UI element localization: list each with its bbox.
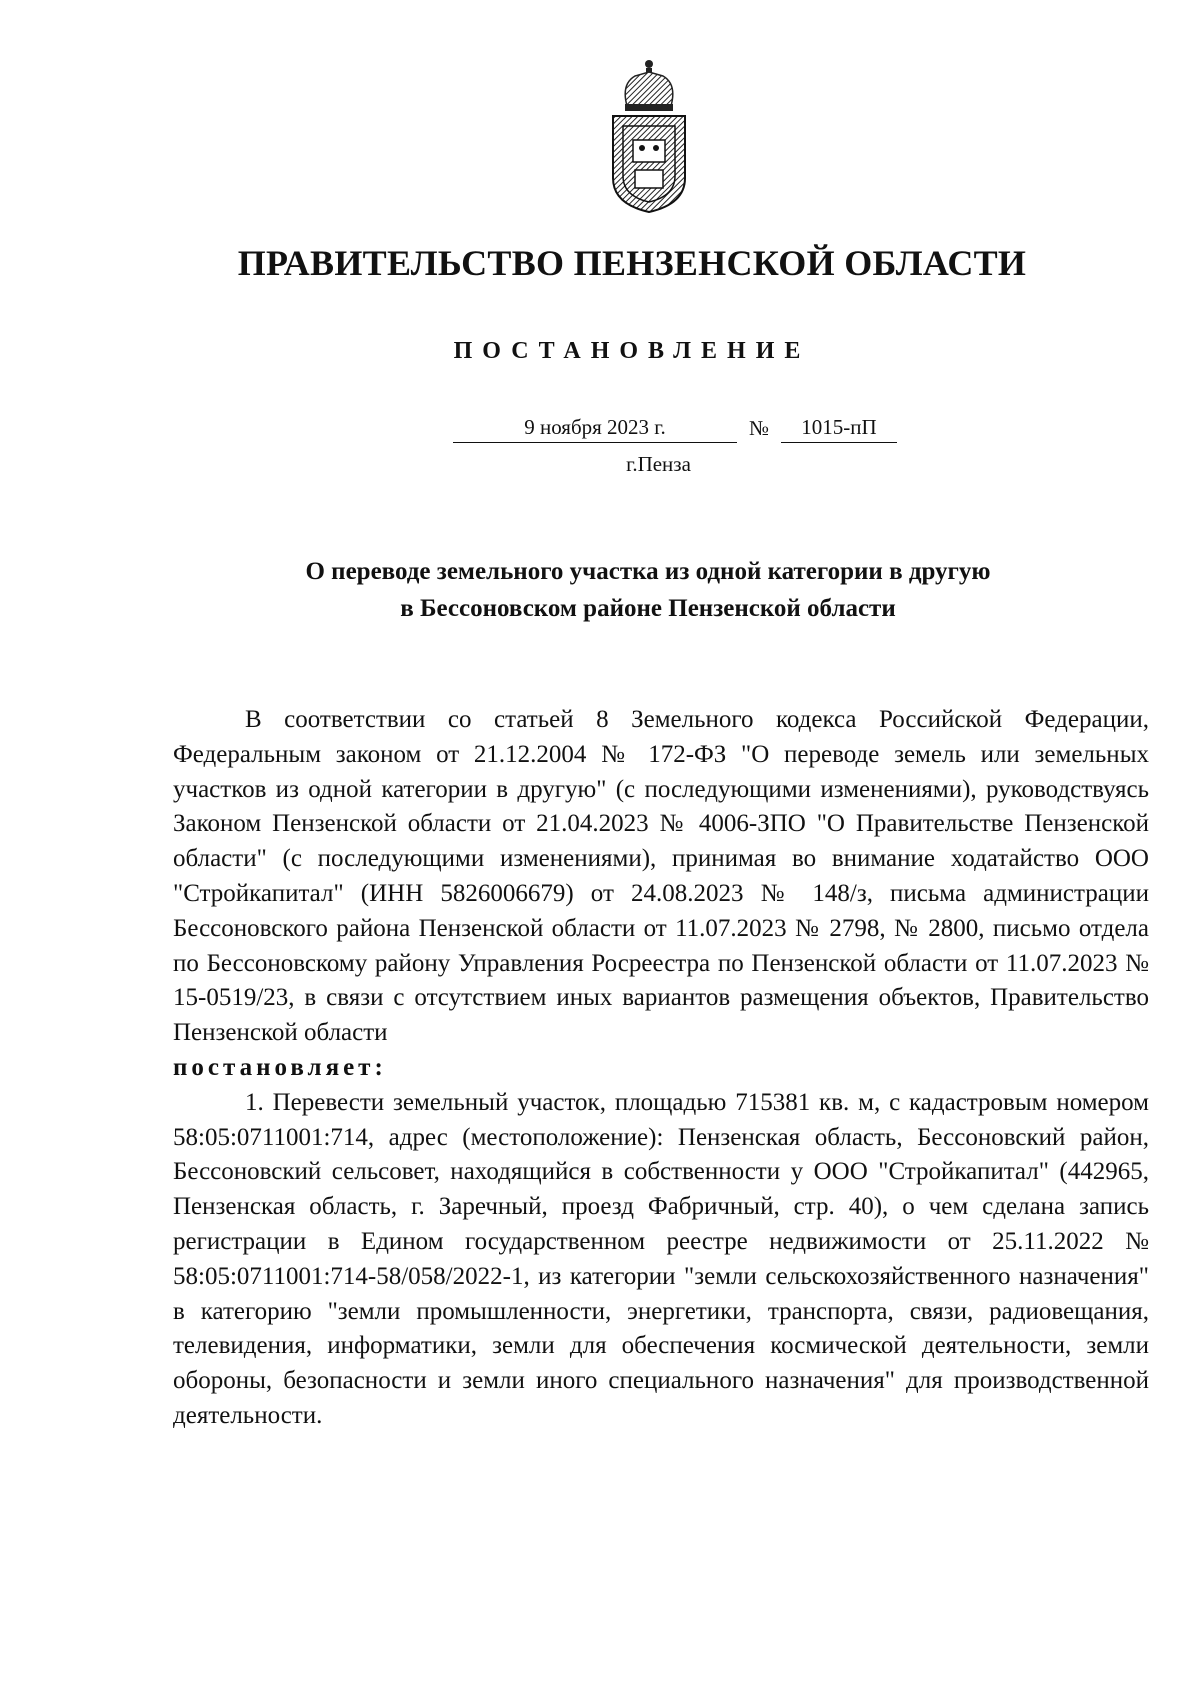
item-1-paragraph: 1. Перевести земельный участок, площадью 715381 кв. м, с кадастровым номером 58:05:0711001:714, адрес (местоположение): Пензенская область, Бессоновский район, Бессоновский сельсовет, находящийся в собственности у ООО "Стройкапитал" (442965, Пензенская область, г. Заречный, проезд Фабричный, стр. 40), о чем сделана запись регистрации в Едином государственном реестре недвижимости от 25.11.2022 № 58:05:0711001:714-58/058/2022-1, из категории "земли сельскохозяйственного назначения" в категорию "земли промышленности, энергетики, транспорта, связи, радиовещания, телевидения, информатики, земли для обеспечения космической деятельности, земли обороны, безопасности и земли иного специального назначения" для производственной деятельности. bbox=[173, 1088, 1149, 1429]
resolves-word: постановляет: bbox=[173, 1053, 387, 1081]
date-number-line bbox=[453, 413, 897, 443]
coat-of-arms-icon bbox=[605, 58, 693, 214]
decree-number: 1015-пП bbox=[781, 415, 897, 443]
number-sign: № bbox=[748, 416, 770, 440]
preamble-paragraph: В соответствии со статьей 8 Земельного кодекса Российской Федерации, Федеральным законом от 21.12.2004 № 172-ФЗ "О переводе земель или земельных участков из одной категории в другую" (с последующими изменениями), руководствуясь Законом Пензенской области от 21.04.2023 № 4006-ЗПО "О Правительстве Пензенской области" (с последующими изменениями), принимая во внимание ходатайство ООО "Стройкапитал" (ИНН 5826006679) от 24.08.2023 № 148/з, письма администрации Бессоновского района Пензенской области от 11.07.2023 № 2798, № 2800, письмо отдела по Бессоновскому району Управления Росреестра по Пензенской области от 11.07.2023 № 15-0519/23, в связи с отсутствием иных вариантов размещения объектов, Правительство Пензенской области bbox=[173, 706, 1149, 1047]
city: г.Пенза bbox=[626, 452, 691, 476]
subject-line-1: О переводе земельного участка из одной категории в другую bbox=[305, 558, 991, 585]
document-type: ПОСТАНОВЛЕНИЕ bbox=[453, 338, 811, 364]
government-name: ПРАВИТЕЛЬСТВО ПЕНЗЕНСКОЙ ОБЛАСТИ bbox=[237, 243, 1027, 283]
decree-subject bbox=[0, 553, 1200, 627]
decree-body bbox=[173, 703, 1149, 1434]
subject-line-2: в Бессоновском районе Пензенской области bbox=[400, 595, 896, 622]
decree-date: 9 ноября 2023 г. bbox=[453, 415, 737, 443]
